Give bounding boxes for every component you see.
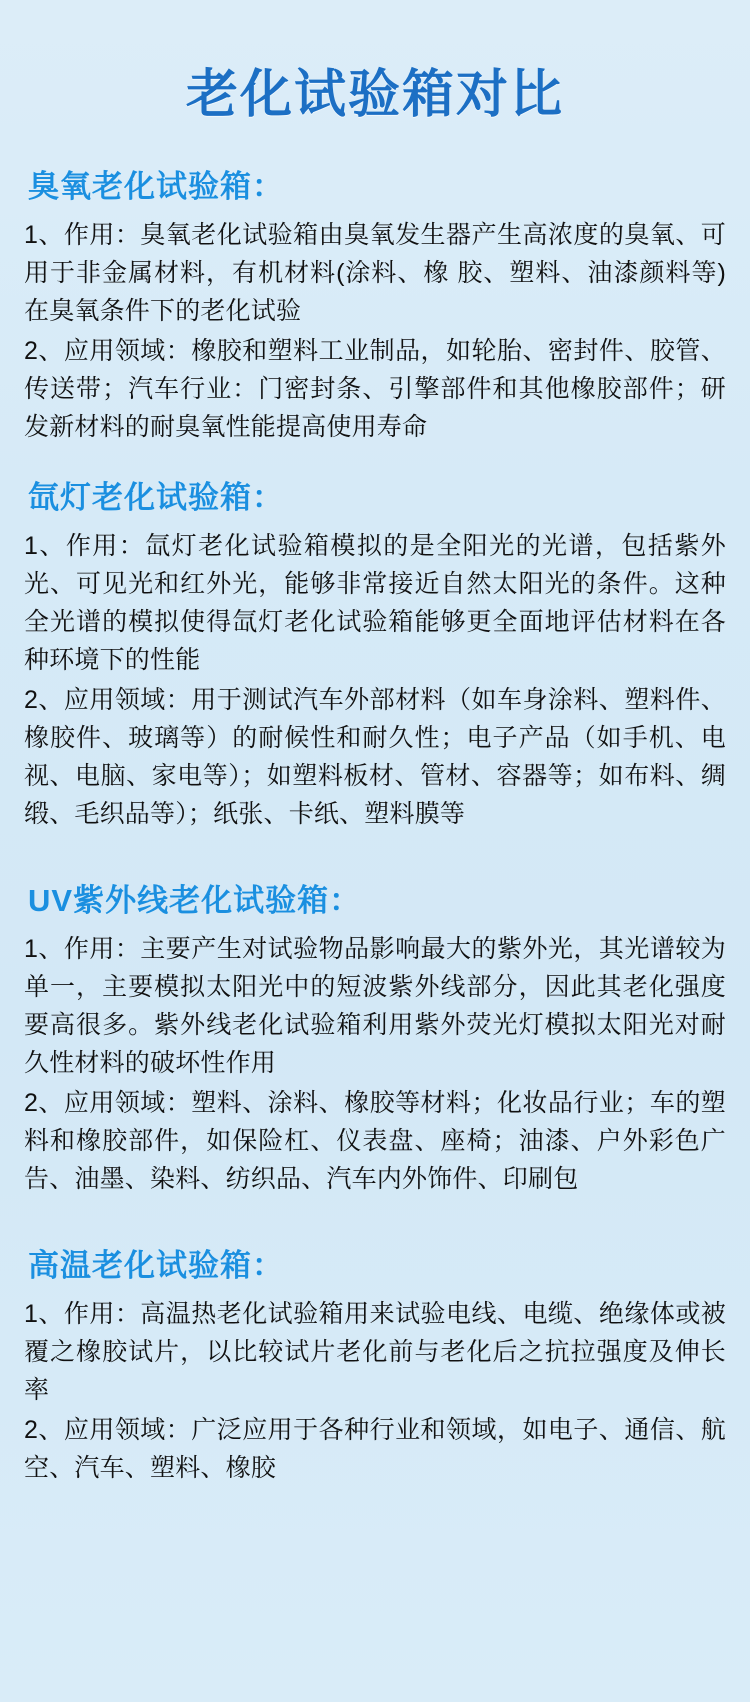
section-uv <box>24 875 726 1198</box>
section-paragraph: 1、作用：氙灯老化试验箱模拟的是全阳光的光谱，包括紫外光、可见光和红外光，能够非常接近自然太阳光的条件。这种全光谱的模拟使得氙灯老化试验箱能够更全面地评估材料在各种环境下的性能 <box>24 532 726 674</box>
section-paragraph: 1、作用：主要产生对试验物品影响最大的紫外光，其光谱较为单一，主要模拟太阳光中的短波紫外线部分，因此其老化强度要高很多。紫外线老化试验箱利用紫外荧光灯模拟太阳光对耐久性材料的破坏性作用 <box>24 935 726 1077</box>
section-high-temperature <box>24 1240 726 1487</box>
section-paragraph: 2、应用领域：用于测试汽车外部材料（如车身涂料、塑料件、橡胶件、玻璃等）的耐候性和耐久性；电子产品（如手机、电视、电脑、家电等）；如塑料板材、管材、容器等；如布料、绸缎、毛织品等）；纸张、卡纸、塑料膜等 <box>24 686 726 828</box>
section-paragraph: 1、作用：臭氧老化试验箱由臭氧发生器产生高浓度的臭氧、可用于非金属材料，有机材料(涂料、橡 胶、塑料、油漆颜料等)在臭氧条件下的老化试验 <box>24 221 726 325</box>
section-ozone <box>24 161 726 446</box>
section-paragraph: 2、应用领域：广泛应用于各种行业和领域，如电子、通信、航空、汽车、塑料、橡胶 <box>24 1416 726 1482</box>
section-heading: 氙灯老化试验箱： <box>28 480 284 515</box>
section-paragraph: 2、应用领域：橡胶和塑料工业制品，如轮胎、密封件、胶管、传送带；汽车行业：门密封条、引擎部件和其他橡胶部件；研发新材料的耐臭氧性能提高使用寿命 <box>24 337 726 441</box>
section-paragraph: 2、应用领域：塑料、涂料、橡胶等材料；化妆品行业；车的塑料和橡胶部件，如保险杠、仪表盘、座椅；油漆、户外彩色广告、油墨、染料、纺织品、汽车内外饰件、印刷包 <box>24 1089 726 1193</box>
section-xenon-lamp <box>24 472 726 833</box>
section-heading: 臭氧老化试验箱： <box>28 169 284 204</box>
section-heading: UV紫外线老化试验箱： <box>28 883 362 918</box>
section-paragraph: 1、作用：高温热老化试验箱用来试验电线、电缆、绝缘体或被覆之橡胶试片，以比较试片老化前与老化后之抗拉强度及伸长率 <box>24 1300 726 1404</box>
page-title: 老化试验箱对比 <box>185 66 564 124</box>
section-heading: 高温老化试验箱： <box>28 1248 284 1283</box>
